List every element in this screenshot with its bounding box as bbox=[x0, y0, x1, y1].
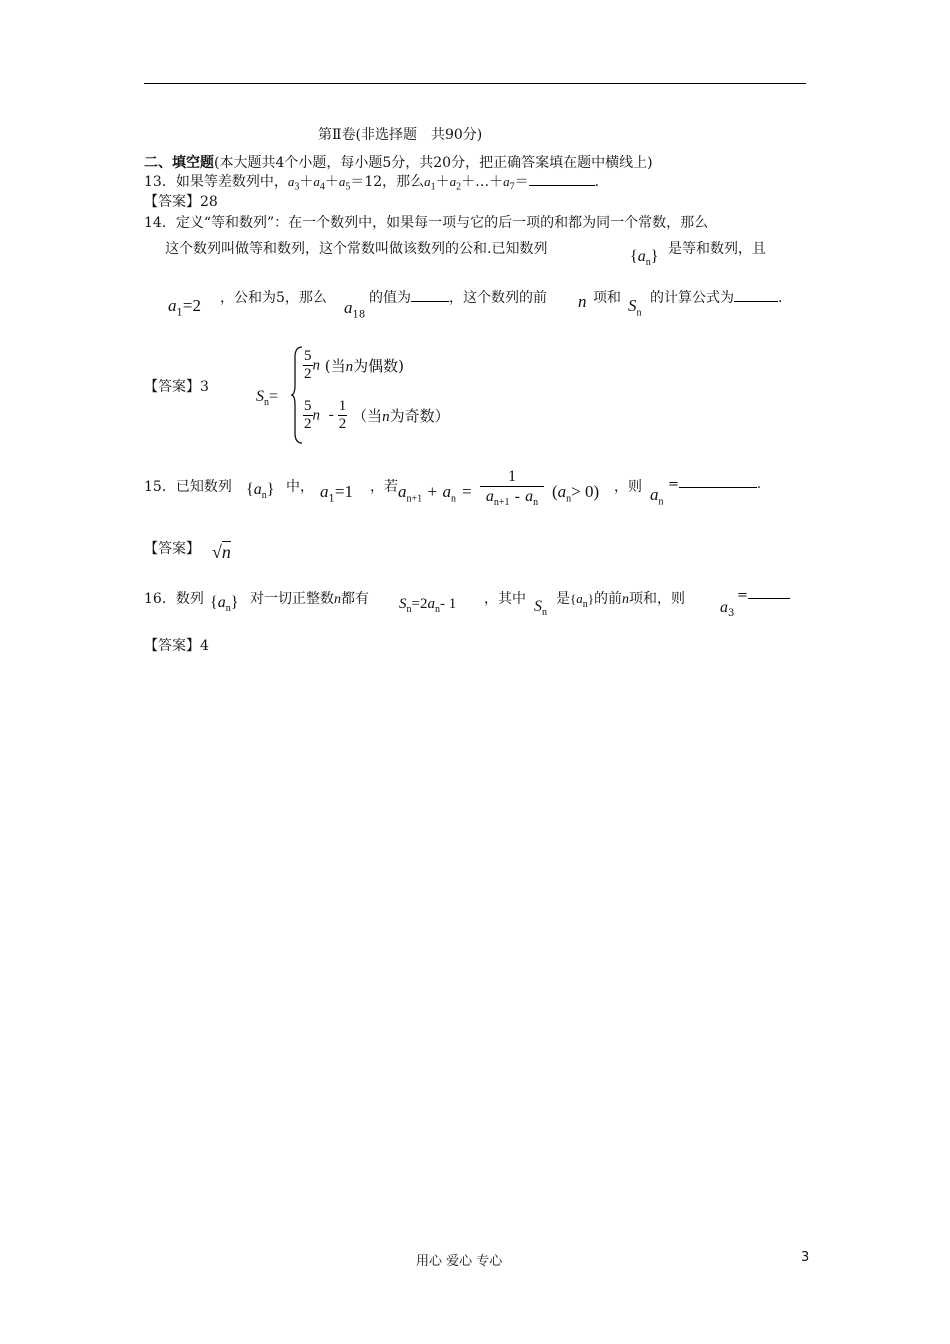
piecewise-case-odd: $\frac{5}{2}$ n - $\frac{1}{2}$ （当n为奇数） bbox=[304, 398, 450, 433]
question-15-num: 15．已知数列 bbox=[144, 479, 232, 495]
var-n: n bbox=[578, 292, 587, 311]
q15-text-1: 中， bbox=[286, 479, 314, 495]
result-an: $a_n$ bbox=[650, 485, 664, 508]
recurrence-condition: $(a_n> 0)$ bbox=[552, 482, 600, 505]
sequence-an: $\{a_n\}$ bbox=[246, 481, 275, 502]
piecewise-case-even: $\frac{5}{2}$ n (当n为偶数) bbox=[304, 348, 404, 383]
answer-14: 【答案】3 bbox=[144, 379, 209, 395]
q16-text-1: 对一切正整数n都有 bbox=[250, 591, 369, 607]
question-14-line2: 这个数列叫做等和数列，这个常数叫做该数列的公和.已知数列 bbox=[165, 241, 548, 257]
q15-blank: = . bbox=[668, 477, 762, 492]
term-a2: $a_2$ bbox=[449, 174, 462, 193]
term-a3: $a_3$ bbox=[287, 174, 300, 193]
question-16-num: 16．数列 bbox=[144, 591, 204, 607]
q15-text-2: ，若 bbox=[370, 479, 398, 495]
answer-blank bbox=[748, 598, 790, 599]
q16-text-3: ，其中 bbox=[484, 591, 526, 607]
section-title: 第Ⅱ卷(非选择题 共90分) bbox=[318, 127, 483, 143]
answer-15-sqrt: √n bbox=[212, 542, 231, 562]
answer-blank bbox=[734, 301, 778, 302]
answer-13: 【答案】28 bbox=[144, 194, 218, 210]
sequence-an: $\{a_n\}$ bbox=[630, 248, 659, 269]
sequence-an: $\{a_n\}$ bbox=[210, 594, 239, 615]
term-a1: $a_1$ bbox=[424, 174, 436, 193]
answer-16: 【答案】4 bbox=[144, 638, 209, 654]
q16-text-4: 是$\{a_n\}$的前n项和，则 bbox=[556, 591, 685, 610]
sn-formula-lhs: $S_n=$ bbox=[256, 388, 279, 409]
a1-equals-1: $a_1=1$ bbox=[320, 482, 353, 505]
section2-label: 二、填空题 bbox=[144, 155, 214, 171]
q14-text-1: ，公和为5，那么 bbox=[220, 290, 327, 306]
term-a7: $a_7$ bbox=[503, 174, 515, 193]
answer-blank bbox=[529, 185, 595, 186]
a1-equals-2: $a_1=2$ bbox=[168, 296, 201, 319]
term-a5: $a_5$ bbox=[338, 174, 351, 193]
sum-sn: $S_n$ bbox=[628, 296, 642, 319]
sum-sn: $S_n$ bbox=[534, 598, 547, 619]
section2-desc: (本大题共4个小题，每小题5分，共20分，把正确答案填在题中横线上) bbox=[214, 155, 653, 171]
a18: $a_{18}$ bbox=[344, 298, 366, 321]
footer-motto: 用心 爱心 专心 bbox=[416, 1254, 503, 1269]
q15-text-3: ，则 bbox=[614, 479, 642, 495]
q14-text-5: 的计算公式为 . bbox=[650, 290, 783, 306]
question-14-line2-end: 是等和数列，且 bbox=[668, 241, 766, 257]
piecewise-brace bbox=[290, 345, 304, 445]
term-a4: $a_4$ bbox=[313, 174, 325, 193]
q14-text-2: 的值为 ，这个数列的前 bbox=[369, 290, 547, 306]
a3-result: $a_3$ bbox=[720, 599, 735, 620]
section2-heading bbox=[144, 152, 653, 172]
q14-text-4: 项和 bbox=[593, 290, 621, 306]
recurrence-lhs: $a_{n+1} + a_n$ = bbox=[398, 482, 472, 505]
header-rule bbox=[144, 83, 806, 84]
q16-blank: = bbox=[737, 588, 790, 603]
recurrence-fraction: $\frac{1}{a_{n+1} - a_n}$ bbox=[480, 468, 544, 509]
page-number: 3 bbox=[801, 1250, 810, 1265]
answer-15: 【答案】 bbox=[144, 541, 200, 557]
answer-blank bbox=[679, 487, 757, 488]
question-13: 13．如果等差数列中，$a_3+a_4+a_5=12$，那么$a_1+a_2+\dots+a_7=$ . bbox=[144, 174, 600, 193]
sn-equation: $S_n=2a_n-$ 1 bbox=[399, 596, 457, 615]
question-14-line1: 14．定义“等和数列”：在一个数列中，如果每一项与它的后一项的和都为同一个常数，那么 bbox=[144, 215, 709, 231]
answer-blank bbox=[411, 301, 449, 302]
